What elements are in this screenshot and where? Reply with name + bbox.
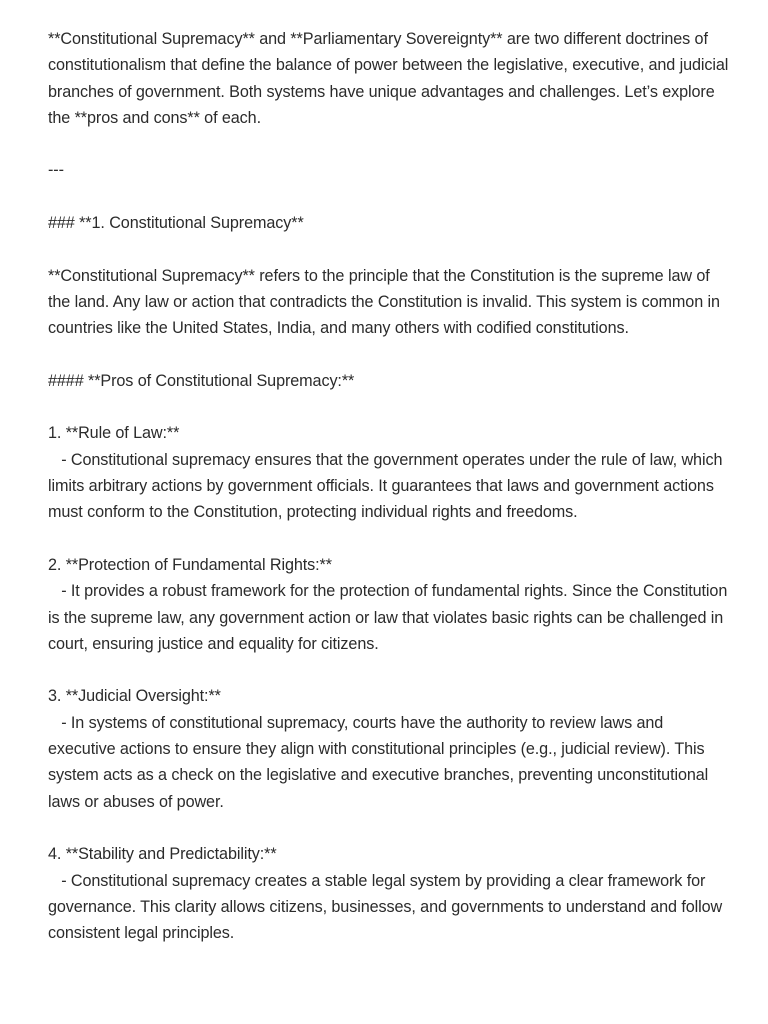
list-item-text: - Constitutional supremacy creates a stable legal system by providing a clear framework for governance. This clarity allows citizens, businesses, and governments to understand and follow consistent legal principles. — [48, 871, 727, 943]
spacer — [48, 815, 732, 841]
spacer — [48, 394, 732, 420]
section-paragraph: **Constitutional Supremacy** refers to the principle that the Constitution is the supreme law of the land. Any law or action that contradicts the Constitution is invalid. This system is common in countries like the United States, India, and many others with codified constitutions. — [48, 266, 725, 338]
pros-heading: #### **Pros of Constitutional Supremacy:** — [48, 371, 355, 390]
list-item — [48, 841, 732, 946]
intro-paragraph: **Constitutional Supremacy** and **Parliamentary Sovereignty** are two different doctrines of constitutionalism that define the balance of power between the legislative, executive, and judicial branches of government. Both systems have unique advantages and challenges. Let’s explore the **pros and cons** of each. — [48, 30, 733, 127]
spacer — [48, 236, 732, 262]
list-item-text: - Constitutional supremacy ensures that the government operates under the rule of law, which limits arbitrary actions by government officials. It guarantees that laws and government actions must conform to the Constitution, protecting individual rights and freedoms. — [48, 450, 727, 522]
separator-line: --- — [48, 161, 64, 180]
spacer — [48, 184, 732, 210]
list-item-title: 2. **Protection of Fundamental Rights:** — [48, 555, 332, 574]
spacer — [48, 131, 732, 157]
list-item-title: 3. **Judicial Oversight:** — [48, 687, 221, 706]
spacer — [48, 342, 732, 368]
list-item-title: 4. **Stability and Predictability:** — [48, 845, 277, 864]
list-item — [48, 683, 732, 814]
spacer — [48, 657, 732, 683]
list-item-text: - In systems of constitutional supremacy, courts have the authority to review laws and executive actions to ensure they align with constitutional principles (e.g., judicial review). This system acts as a check on the legislative and executive branches, preventing unconstitutional laws or abuses of power. — [48, 713, 713, 811]
list-item-title: 1. **Rule of Law:** — [48, 424, 180, 443]
spacer — [48, 526, 732, 552]
section-heading: ### **1. Constitutional Supremacy** — [48, 214, 304, 233]
list-item — [48, 420, 732, 525]
list-item — [48, 552, 732, 657]
list-item-text: - It provides a robust framework for the protection of fundamental rights. Since the Constitution is the supreme law, any government action or law that violates basic rights can be challenged in court, ensuring justice and equality for citizens. — [48, 582, 732, 653]
document-body — [48, 26, 732, 946]
